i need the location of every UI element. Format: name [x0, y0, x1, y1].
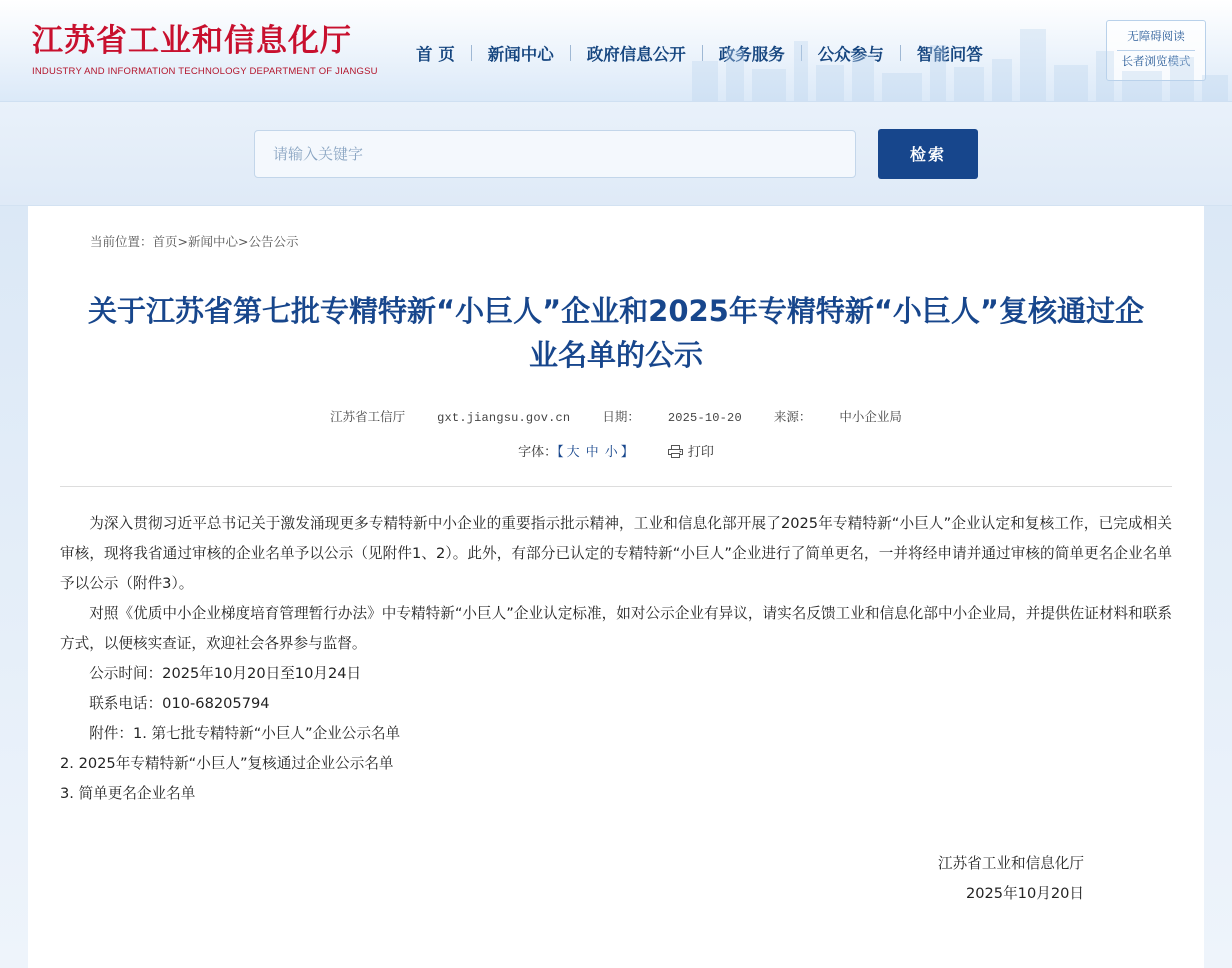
signature-organization: 江苏省工业和信息化厅	[938, 855, 1084, 872]
print-label: 打印	[687, 445, 714, 460]
print-button[interactable]	[668, 445, 714, 460]
main-navigation	[400, 37, 1106, 65]
nav-item-news[interactable]: 新闻中心	[487, 44, 554, 64]
meta-source: 中小企业局	[839, 409, 902, 424]
attachment-item-3[interactable]: 3. 简单更名企业名单	[60, 785, 196, 802]
site-logo[interactable]	[0, 24, 400, 77]
logo-title-cn: 江苏省工业和信息化厅	[32, 23, 352, 60]
fontsize-large-button[interactable]: 大	[566, 445, 580, 460]
fontsize-options	[557, 445, 634, 460]
meta-date-label: 日期：	[602, 409, 640, 424]
page-body	[0, 206, 1232, 968]
content-divider	[60, 486, 1172, 487]
accessibility-panel	[1106, 20, 1206, 81]
nav-item-services[interactable]: 政务服务	[718, 44, 785, 64]
attachment-item-2[interactable]: 2. 2025年专精特新“小巨人”复核通过企业公示名单	[60, 755, 394, 772]
nav-item-smart-qa[interactable]: 智能问答	[916, 44, 983, 64]
meta-source-label: 来源：	[773, 409, 812, 424]
fontsize-medium-button[interactable]: 中	[585, 445, 599, 460]
page-title: 关于江苏省第七批专精特新“小巨人”企业和2025年专精特新“小巨人”复核通过企业名单的公示	[88, 294, 1144, 372]
article-signature	[60, 849, 1172, 909]
elder-mode-button[interactable]: 长者浏览模式	[1121, 56, 1191, 68]
search-button[interactable]: 检索	[878, 129, 978, 179]
accessibility-divider	[1117, 50, 1195, 51]
right-background-strip	[1204, 206, 1232, 968]
nav-item-home[interactable]: 首 页	[416, 44, 455, 64]
article-paragraph-1: 为深入贯彻习近平总书记关于激发涌现更多专精特新中小企业的重要指示批示精神，工业和信息化部开展了2025年专精特新“小巨人”企业认定和复核工作，已完成相关审核，现将我省通过审核的企业名单予以公示（见附件1、2）。此外，有部分已认定的专精特新“小巨人”企业进行了简单更名，一并将经申请并通过审核的简单更名企业名单予以公示（附件3）。	[60, 515, 1172, 592]
fontsize-controls	[60, 441, 1172, 462]
fontsize-small-button[interactable]: 小	[604, 445, 618, 460]
article-container	[28, 206, 1204, 968]
nav-item-gov-info[interactable]: 政府信息公开	[586, 44, 686, 64]
site-header	[0, 0, 1232, 102]
attachment-item-1[interactable]: 附件：1. 第七批专精特新“小巨人”企业公示名单	[89, 725, 401, 742]
article-paragraph-3: 公示时间：2025年10月20日至10月24日	[89, 665, 362, 682]
meta-date: 2025-10-20	[667, 411, 742, 425]
fontsize-label: 字体：	[518, 445, 558, 460]
accessibility-reading-button[interactable]: 无障碍阅读	[1127, 31, 1185, 44]
article-paragraph-2: 对照《优质中小企业梯度培育管理暂行办法》中专精特新“小巨人”企业认定标准，如对公示企业有异议，请实名反馈工业和信息化部中小企业局，并提供佐证材料和联系方式，以便核实查证，欢迎社会各界参与监督。	[60, 605, 1172, 652]
meta-department: 江苏省工信厅	[330, 409, 406, 424]
meta-site: gxt.jiangsu.gov.cn	[437, 411, 571, 425]
nav-item-public-participation[interactable]: 公众参与	[817, 44, 884, 64]
article-meta	[60, 407, 1172, 425]
left-background-strip	[0, 206, 28, 968]
bracket-open: 【	[557, 445, 564, 460]
signature-date: 2025年10月20日	[965, 885, 1084, 902]
search-bar	[0, 102, 1232, 206]
breadcrumb[interactable]: 当前位置：首页>新闻中心>公告公示	[90, 234, 299, 249]
article-body	[60, 509, 1172, 809]
logo-title-en: INDUSTRY AND INFORMATION TECHNOLOGY DEPARTMENT OF JIANGSU	[32, 65, 378, 77]
article-paragraph-4: 联系电话：010-68205794	[89, 695, 270, 712]
bracket-close: 】	[620, 445, 634, 460]
printer-icon	[668, 445, 683, 462]
search-input[interactable]	[254, 130, 856, 178]
